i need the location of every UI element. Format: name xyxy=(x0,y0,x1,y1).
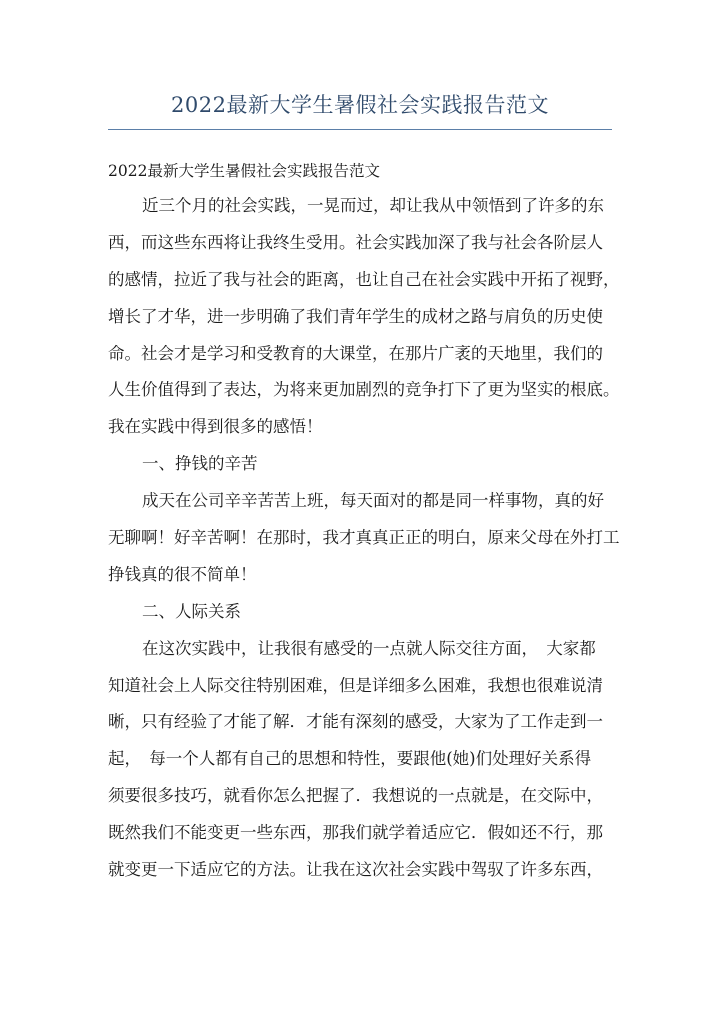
document-title: 2022最新大学生暑假社会实践报告范文 xyxy=(171,93,549,117)
subtitle-line: 2022最新大学生暑假社会实践报告范文 xyxy=(108,162,380,180)
paragraph-line: 人生价值得到了表达，为将来更加剧烈的竞争打下了更为坚实的根底。 xyxy=(108,380,620,400)
section-heading: 二、人际关系 xyxy=(142,601,241,621)
section-heading: 一、挣钱的辛苦 xyxy=(142,454,258,474)
paragraph-line: 成天在公司辛辛苦苦上班，每天面对的都是同一样事物，真的好 xyxy=(142,491,604,511)
paragraph-line: 西，而这些东西将让我终生受用。社会实践加深了我与社会各阶层人 xyxy=(108,232,603,252)
paragraph-line: 起， 每一个人都有自己的思想和特性，要跟他(她)们处理好关系得 xyxy=(108,749,592,769)
paragraph-line: 命。社会才是学习和受教育的大课堂，在那片广袤的天地里，我们的 xyxy=(108,343,603,363)
document-body xyxy=(108,154,618,889)
paragraph-line: 晰，只有经验了才能了解．才能有深刻的感受，大家为了工作走到一 xyxy=(108,712,603,732)
paragraph-line: 近三个月的社会实践，一晃而过，却让我从中领悟到了许多的东 xyxy=(142,196,604,215)
paragraph-line: 我在实践中得到很多的感悟！ xyxy=(108,417,323,437)
paragraph-line: 就变更一下适应它的方法。让我在这次社会实践中驾驭了许多东西， xyxy=(108,860,603,880)
paragraph-line: 须要很多技巧，就看你怎么把握了．我想说的一点就是，在交际中， xyxy=(108,786,603,806)
paragraph-line: 无聊啊！好辛苦啊！在那时，我才真真正正的明白，原来父母在外打工 xyxy=(108,528,620,548)
paragraph-line: 增长了才华，进一步明确了我们青年学生的成材之路与肩负的历史使 xyxy=(108,306,603,326)
paragraph-line: 知道社会上人际交往特别困难，但是详细多么困难，我想也很难说清 xyxy=(108,675,603,695)
paragraph-line: 既然我们不能变更一些东西，那我们就学着适应它．假如还不行，那 xyxy=(108,823,603,843)
paragraph-line: 挣钱真的很不简单！ xyxy=(108,564,257,584)
paragraph-line: 的感情，拉近了我与社会的距离，也让自己在社会实践中开拓了视野， xyxy=(108,269,620,289)
title-underline xyxy=(108,129,612,130)
paragraph-line: 在这次实践中，让我很有感受的一点就人际交往方面， 大家都 xyxy=(142,638,596,658)
